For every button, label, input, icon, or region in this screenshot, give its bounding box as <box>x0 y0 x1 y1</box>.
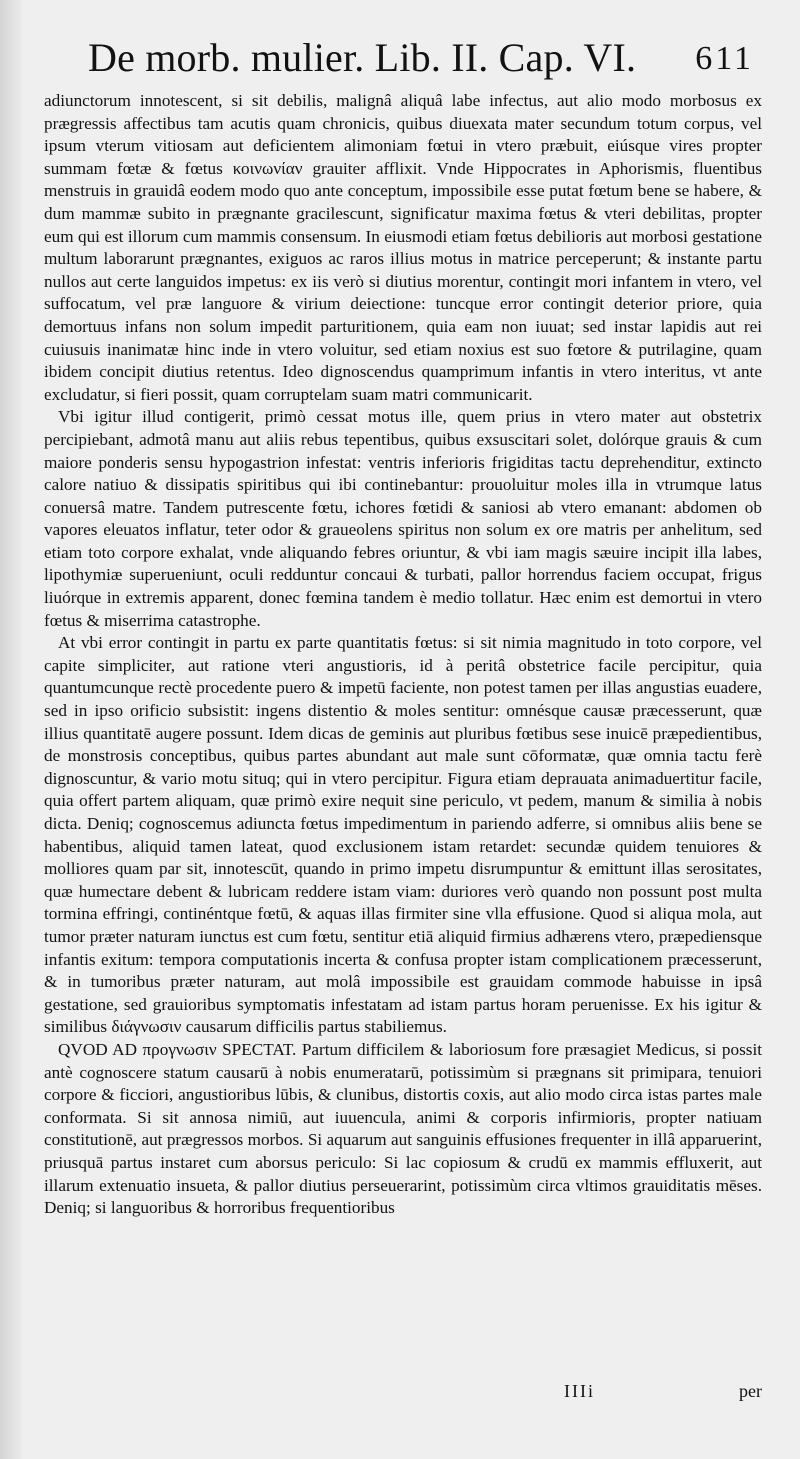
page-footer <box>44 1381 762 1411</box>
running-head <box>44 28 762 84</box>
paragraph-3: At vbi error contingit in partu ex parte quantitatis fœtus: si sit nimia magnitudo in toto corpore, vel capite simpliciter, aut ratione vteri angustioris, id à peritâ obstetrice facile percipitur, quia quantumcunque rectè procedente puero & impetū faciente, non potest tamen per illas angustias euadere, sed in ipso orificio subsistit: ingens distentio & moles sentitur: omnésque causæ præcesserunt, quæ illius quantitatē augere possunt. Idem dicas de geminis aut pluribus fœtibus sese inuicē præpedientibus, de monstrosis conceptibus, quibus partes abundant aut male sunt cōformatæ, quæ omnia tactu ferè dignoscuntur, & vario motu situq; qui in vtero percipitur. Figura etiam deprauata animaduertitur facile, quia offert partem aliquam, quæ primò exire nequit sine periculo, vt pedem, manum & similia à nobis dicta. Deniq; cognoscemus adiuncta fœtus impedimentum in pariendo adferre, si omnibus aliis bene se habentibus, aliquid tamen lateat, quod exclusionem istam retardet: secundæ quidem tenuiores & molliores quam par sit, innotescūt, quando in primo impetu disrumpuntur & emittunt illas serositates, quæ humectare debent & lubricam reddere istam viam: duriores verò quando non possunt post multa tormina effringi, continéntque fœtū, & aquas illas firmiter sine vlla effusione. Quod si aliqua mola, aut tumor præter naturam iunctus est cum fœtu, sentitur etiā aliquid firmius adhærens vtero, præpediensque infantis exitum: tempora computationis incerta & confusa propter istam complicationem præcesserunt, & in tumoribus præter naturam, aut molâ impossibile est grauidam commode habuisse in ipsâ gestatione, sed grauioribus symptomatis infestatam ad istam partus horam peruenisse. Ex his igitur & similibus διάγνωσιν causarum difficilis partus stabiliemus. <box>44 633 762 1037</box>
catchword: per <box>739 1381 762 1401</box>
paragraph-2: Vbi igitur illud contigerit, primò cessat motus ille, quem prius in vtero mater aut obstetrix percipiebant, admotâ manu aut aliis rebus tepentibus, quibus exsuscitari solet, dolórque grauis & cum maiore ponderis sensu hypogastrion infestat: ventris inferioris frigiditas tactu deprehenditur, extincto calore natiuo & dissipatis spiritibus qui ibi continebantur: prouoluitur moles illa in vtrumque latus conuersâ matre. Tandem putrescente fœtu, ichores fœtidi & saniosi ab vtero emanant: abdomen ob vapores eleuatos inflatur, teter odor & graueolens spiritus non solum ex ore matris per anhelitum, sed etiam toto corpore exhalat, vnde aliquando febres oriuntur, & vbi iam magis sæuire incipit illa labes, lipothymiæ superueniunt, oculi redduntur concaui & turbati, pallor horrendus faciem occupat, frigus liuórque in extremis apparent, donec fœmina tandem è medio tollatur. Hæc enim est demortui in vtero fœtus & miserrima catastrophe. <box>44 407 762 630</box>
page-number: 611 <box>695 40 754 77</box>
running-head-title: De morb. mulier. Lib. II. Cap. VI. <box>88 35 637 80</box>
signature-mark: IIIi <box>564 1381 595 1401</box>
body-text <box>44 90 762 1220</box>
paragraph-1: adiunctorum innotescent, si sit debilis, malignâ aliquâ labe infectus, aut alio modo morbosus ex prægressis affectibus tam acutis quam chronicis, quibus diuexata mater secundum totum corpus, vel ipsum vterum vitiosam aut deficientem alimoniam fœtui in vtero præbuit, eiúsque vires propter summam fœtæ & fœtus κοινωνίαν grauiter afflixit. Vnde Hippocrates in Aphorismis, fluentibus menstruis in grauidâ eodem modo quo ante conceptum, impossibile esse putat fœtum bene se habere, & dum mammæ subito in prægnante gracilescunt, significatur maxima fœtus & vteri debilitas, propter eum qui est illorum cum mammis consensum. In eiusmodi etiam fœtus debilioris aut morbosi gestatione multum laborarunt prægnantes, exiguos ac raros illius motus in matrice perceperunt; & instante partu nullos aut certe languidos impetus: ex iis verò si diutius morentur, contingit mori infantem in vtero, vel suffocatum, vel præ languore & virium deiectione: tuncque error contingit deterior priore, quia demortuus infans non solum impedit parturitionem, quia eam non iuuat; sed instar lapidis aut rei cuiusuis inanimatæ hinc inde in vtero voluitur, sed etiam noxius est suo fœtore & putrilagine, quam ibidem concipit diutius retentus. Ideo dignoscendus quamprimum infantis in vtero interitus, vt ante excludatur, si fieri possit, quam corruptelam suam matri communicarit. <box>44 91 762 404</box>
paragraph-4: QVOD AD προγνωσιν SPECTAT. Partum difficilem & laboriosum fore præsagiet Medicus, si possit antè cognoscere statum causarū à nobis enumeratarū, potissimùm si prægnans sit primipara, tenuiori corpore & ficciori, angustioribus lūbis, & clunibus, distortis coxis, aut alio modo circa istas partes male conformata. Si sit annosa nimiū, aut iuuencula, animi & corporis infirmioris, propter natiuam constitutionē, aut prægressos morbos. Si aquarum aut sanguinis effusiones frequenter in illâ apparuerint, priusquā partus instaret cum aborsus periculo: Si lac copiosum & crudū ex mammis effluxerit, aut illarum extenuatio insueta, & pallor diutius perseuerarint, potissimùm circa vltimos grauiditatis mēses. Deniq; si languoribus & horroribus frequentioribus <box>44 1039 762 1218</box>
